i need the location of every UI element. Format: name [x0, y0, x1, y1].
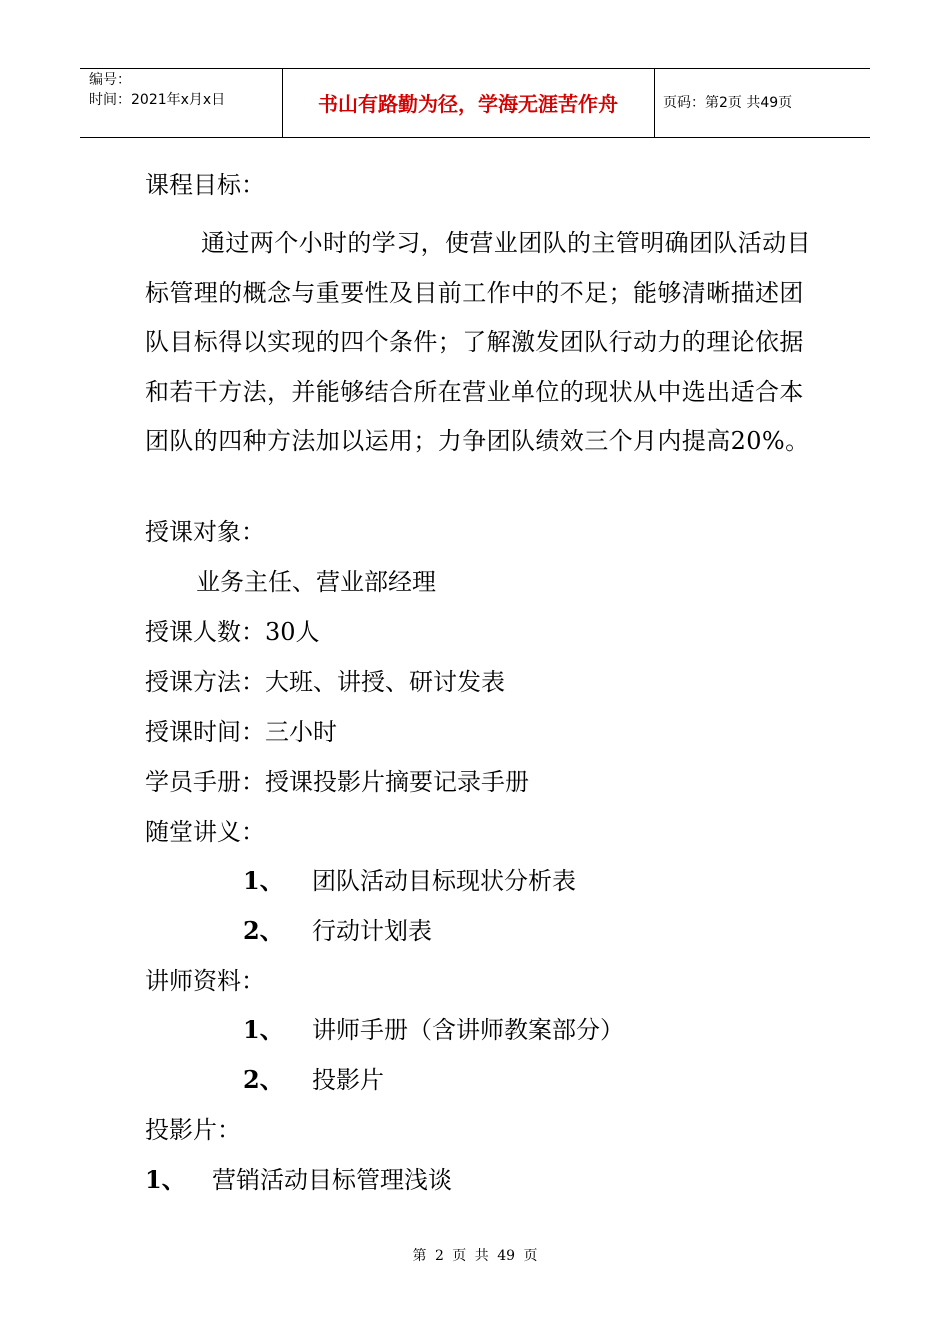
handbook-line: 学员手册：授课投影片摘要记录手册 — [145, 768, 529, 796]
header-page-cell — [655, 69, 870, 137]
duration-line: 授课时间：三小时 — [145, 718, 337, 746]
instructor-item — [243, 1065, 284, 1095]
header-motto-cell — [282, 69, 655, 137]
handout-item — [243, 866, 284, 896]
motto: 书山有路勤为径，学海无涯苦作舟 — [318, 92, 618, 116]
instructor-item-text: 投影片 — [312, 1066, 384, 1094]
page-footer: 第 2 页 共 49 页 — [412, 1248, 538, 1264]
audience-text: 业务主任、营业部经理 — [196, 568, 436, 596]
code-label: 编号： — [89, 72, 131, 88]
audience-heading: 授课对象： — [145, 518, 265, 546]
objective-heading: 课程目标： — [145, 171, 265, 199]
instructor-item-text: 讲师手册（含讲师教案部分） — [312, 1016, 624, 1044]
page-label: 页码：第2页 共49页 — [663, 95, 793, 111]
handout-item-text: 团队活动目标现状分析表 — [312, 867, 576, 895]
instructor-item — [243, 1015, 284, 1045]
list-number: 1、 — [243, 1015, 284, 1044]
method-line: 授课方法：大班、讲授、研讨发表 — [145, 668, 505, 696]
slides-item — [145, 1165, 186, 1195]
slides-item-text: 营销活动目标管理浅谈 — [212, 1166, 452, 1194]
list-number: 2、 — [243, 916, 284, 945]
count-line: 授课人数：30人 — [145, 618, 320, 646]
handouts-heading: 随堂讲义： — [145, 818, 265, 846]
list-number: 1、 — [243, 866, 284, 895]
handout-item-text: 行动计划表 — [312, 917, 432, 945]
time-label: 时间：2021年x月x日 — [89, 92, 226, 108]
document-header — [80, 68, 870, 138]
list-number: 2、 — [243, 1065, 284, 1094]
list-number: 1、 — [145, 1165, 186, 1194]
slides-heading: 投影片： — [145, 1116, 241, 1144]
header-info-cell — [80, 69, 283, 137]
instructor-heading: 讲师资料： — [145, 967, 265, 995]
objective-paragraph: 通过两个小时的学习，使营业团队的主管明确团队活动目标管理的概念与重要性及目前工作中的不足；能够清晰描述团队目标得以实现的四个条件；了解激发团队行动力的理论依据和若干方法，并能够结合所在营业单位的现状从中选出适合本团队的四种方法加以运用；力争团队绩效三个月内提高20%。 — [145, 229, 811, 455]
handout-item — [243, 916, 284, 946]
